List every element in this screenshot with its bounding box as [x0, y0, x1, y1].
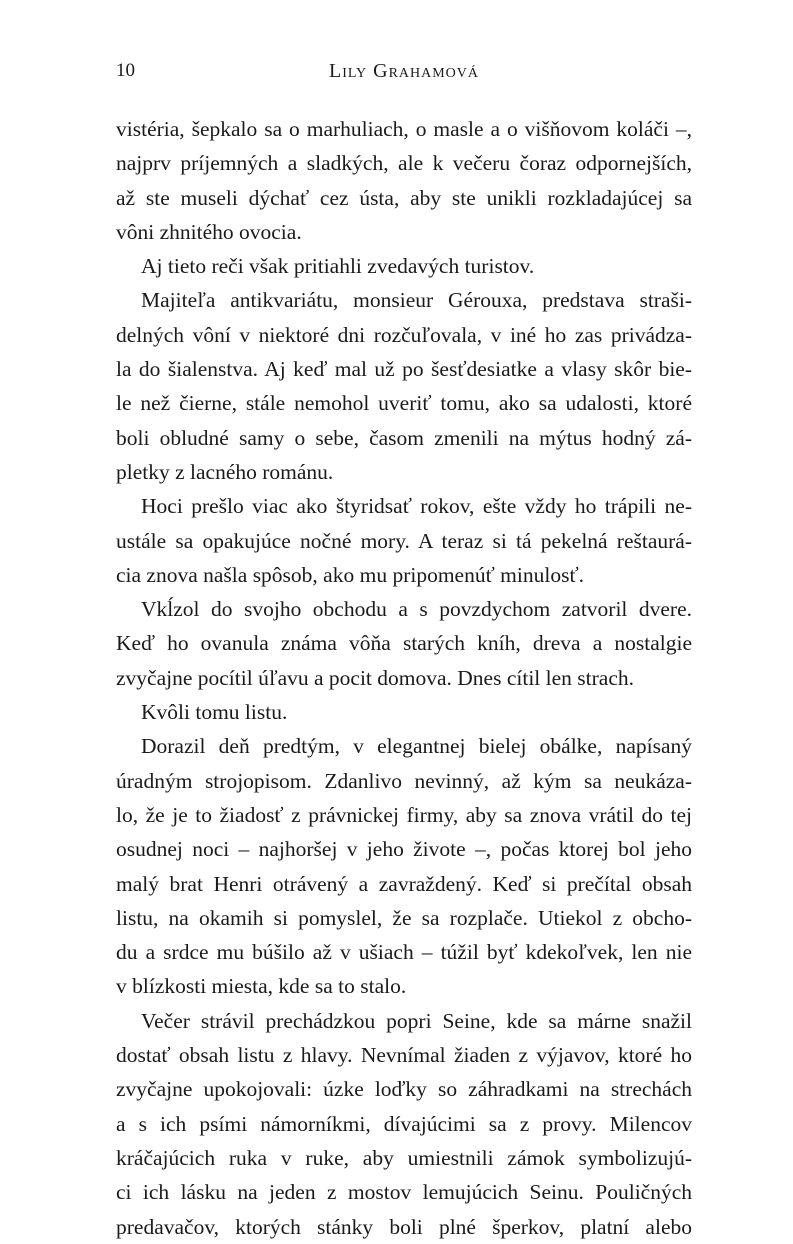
text-line: la do šialenstva. Aj keď mal už po šesťdesiatke a vlasy skôr bie-	[116, 357, 692, 382]
running-title: Lily Grahamová	[328, 60, 480, 82]
text-line: ustále sa opakujúce nočné mory. A teraz si tá pekelná reštaurá-	[116, 528, 692, 553]
text-line: du a srdce mu búšilo až v ušiach – túžil byť kdekoľvek, len nie	[116, 940, 692, 965]
text-line: až ste museli dýchať cez ústa, aby ste unikli rozkladajúcej sa	[116, 185, 692, 210]
text-line: vôni zhnitého ovocia.	[116, 219, 302, 244]
text-line: le než čierne, stále nemohol uveriť tomu, ako sa udalosti, ktoré	[116, 391, 692, 416]
body-text	[116, 112, 692, 1244]
text-line: delných vôní v niektoré dni rozčuľovala, v iné ho zas privádza-	[116, 322, 692, 347]
text-line: Hoci prešlo viac ako štyridsať rokov, ešte vždy ho trápili ne-	[141, 494, 692, 519]
text-line: boli obludné samy o sebe, časom zmenili na mýtus hodný zá-	[116, 425, 692, 450]
running-head	[116, 54, 692, 88]
text-line: a s ich psími námorníkmi, dívajúcimi sa z provy. Milencov	[116, 1111, 692, 1136]
text-line: ci ich lásku na jeden z mostov lemujúcich Seinu. Pouličných	[116, 1180, 692, 1205]
text-line: zvyčajne pocítil úľavu a pocit domova. Dnes cítil len strach.	[116, 665, 635, 690]
text-line: Aj tieto reči však pritiahli zvedavých turistov.	[141, 254, 535, 279]
text-line: Dorazil deň predtým, v elegantnej bielej obálke, napísaný	[141, 734, 692, 759]
text-line: vistéria, šepkalo sa o marhuliach, o masle a o višňovom koláči –,	[116, 117, 692, 141]
text-line: Majiteľa antikvariátu, monsieur Gérouxa, predstava straši-	[141, 288, 692, 313]
text-line: listu, na okamih si pomyslel, že sa rozplače. Utiekol z obcho-	[116, 905, 692, 930]
text-line: Vkĺzol do svojho obchodu a s povzdychom zatvoril dvere.	[141, 597, 692, 622]
text-line: kráčajúcich ruka v ruke, aby umiestnili zámok symbolizujú-	[116, 1145, 692, 1170]
text-line: zvyčajne upokojovali: úzke loďky so záhradkami na strechách	[116, 1077, 692, 1102]
text-line: Kvôli tomu listu.	[141, 700, 288, 725]
text-line: v blízkosti miesta, kde sa to stalo.	[116, 974, 407, 999]
text-line: najprv príjemných a sladkých, ale k večeru čoraz odpornejších,	[116, 151, 692, 176]
page-number: 10	[116, 60, 135, 81]
text-line: osudnej noci – najhoršej v jeho živote –, počas ktorej bol jeho	[116, 837, 692, 862]
text-line: Večer strávil prechádzkou popri Seine, kde sa márne snažil	[141, 1008, 692, 1033]
text-line: malý brat Henri otrávený a zavraždený. Keď si prečítal obsah	[116, 871, 692, 896]
text-line: úradným strojopisom. Zdanlivo nevinný, až kým sa neukáza-	[116, 768, 692, 793]
text-line: Keď ho ovanula známa vôňa starých kníh, dreva a nostalgie	[116, 631, 692, 656]
text-line: pletky z lacného románu.	[116, 459, 334, 484]
text-line: cia znova našla spôsob, ako mu pripomenúť minulosť.	[116, 562, 585, 587]
text-line: dostať obsah listu z hlavy. Nevnímal žiaden z výjavov, ktoré ho	[116, 1043, 692, 1068]
text-line: lo, že je to žiadosť z právnickej firmy, aby sa znova vrátil do tej	[116, 802, 692, 827]
text-line: predavačov, ktorých stánky boli plné šperkov, platní alebo	[116, 1214, 692, 1239]
book-page	[116, 54, 692, 1244]
